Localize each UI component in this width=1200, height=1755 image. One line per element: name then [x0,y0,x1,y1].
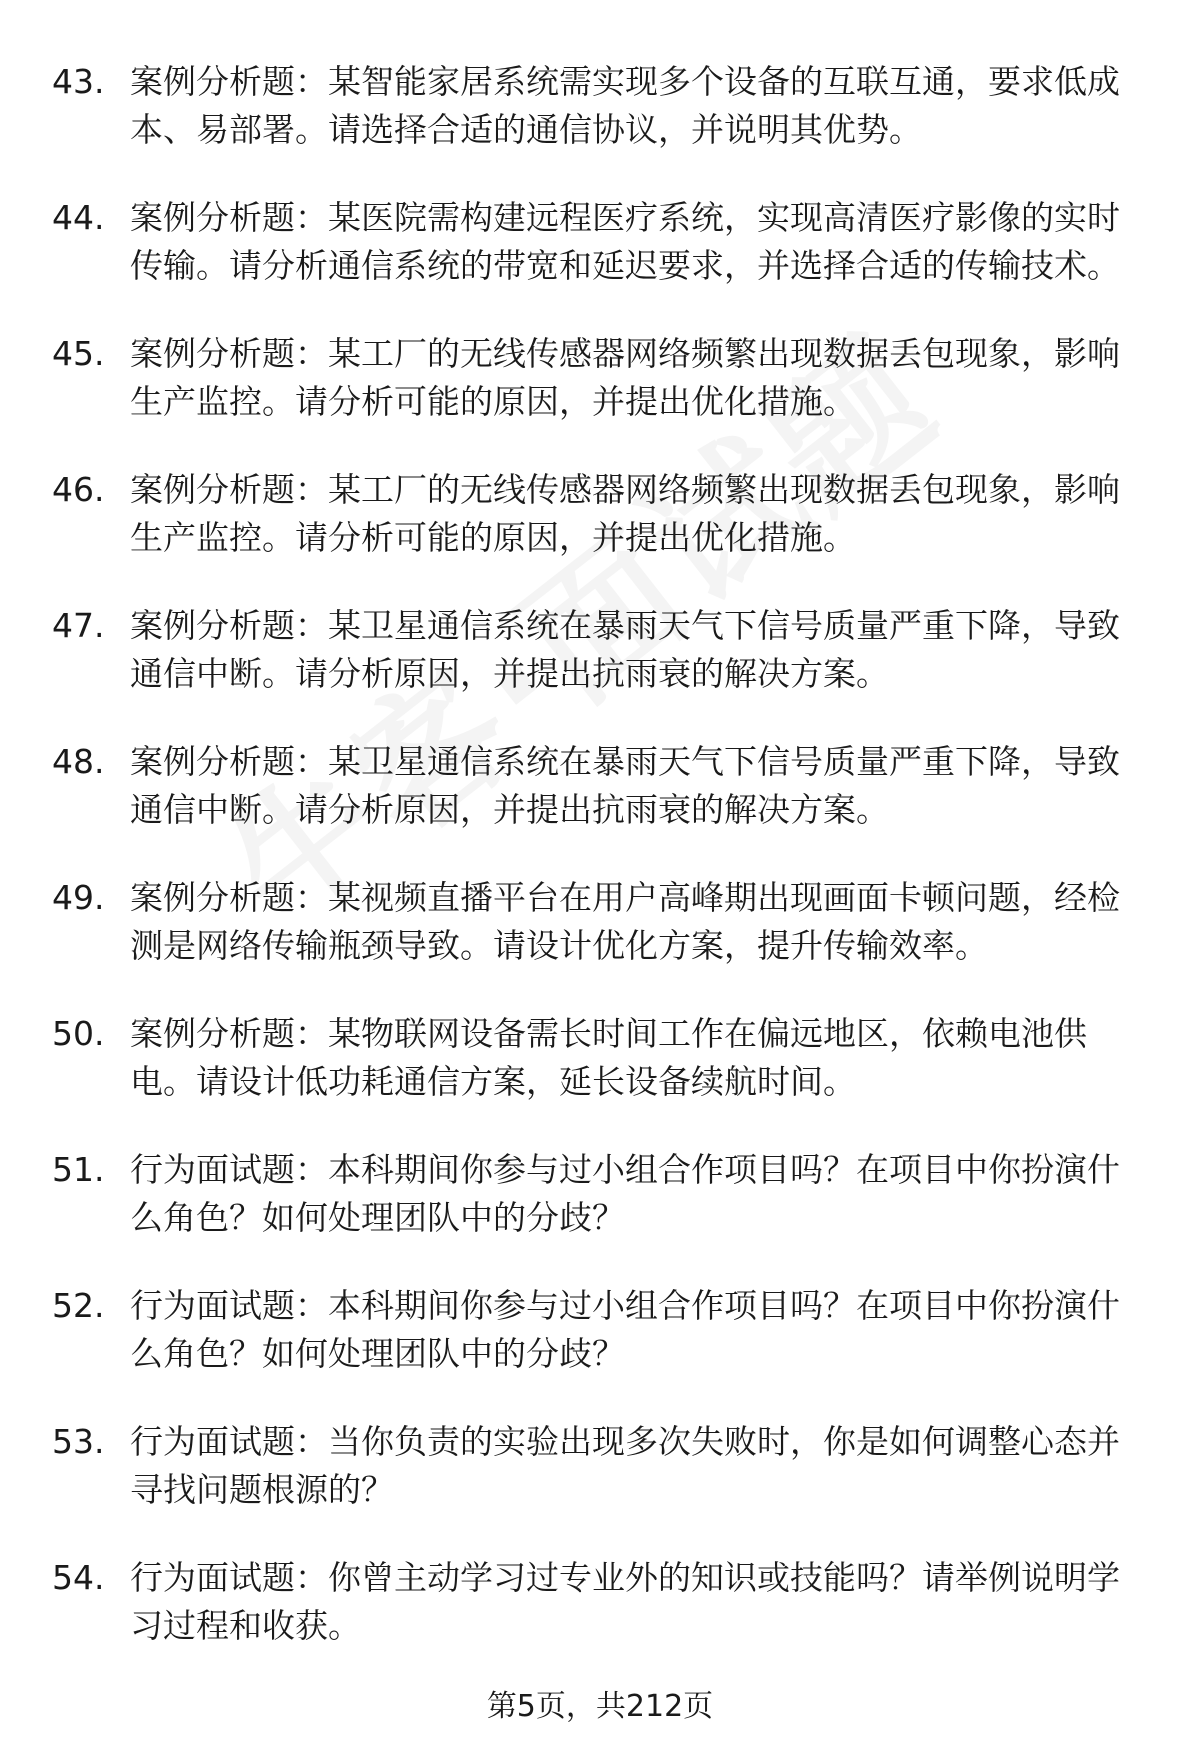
question-text: 案例分析题：某卫星通信系统在暴雨天气下信号质量严重下降，导致通信中断。请分析原因，并提出抗雨衰的解决方案。 [130,742,1120,829]
question-number: 52. [52,1286,105,1325]
question-item [52,194,1152,290]
question-text: 行为面试题：本科期间你参与过小组合作项目吗？在项目中你扮演什么角色？如何处理团队中的分歧？ [130,1150,1120,1237]
question-number: 44. [52,198,105,237]
question-item [52,1282,1152,1378]
question-text: 行为面试题：当你负责的实验出现多次失败时，你是如何调整心态并寻找问题根源的？ [130,1422,1120,1509]
question-number: 47. [52,606,105,645]
question-item [52,1418,1152,1514]
question-text: 案例分析题：某智能家居系统需实现多个设备的互联互通，要求低成本、易部署。请选择合适的通信协议，并说明其优势。 [130,62,1120,149]
question-number: 53. [52,1422,105,1461]
question-item [52,1010,1152,1106]
question-number: 54. [52,1558,105,1597]
question-list [52,58,1152,1690]
question-number: 46. [52,470,105,509]
question-text: 行为面试题：本科期间你参与过小组合作项目吗？在项目中你扮演什么角色？如何处理团队中的分歧？ [130,1286,1120,1373]
question-item [52,602,1152,698]
question-text: 案例分析题：某工厂的无线传感器网络频繁出现数据丢包现象，影响生产监控。请分析可能的原因，并提出优化措施。 [130,470,1120,557]
question-number: 49. [52,878,105,917]
question-item [52,738,1152,834]
question-text: 案例分析题：某工厂的无线传感器网络频繁出现数据丢包现象，影响生产监控。请分析可能的原因，并提出优化措施。 [130,334,1120,421]
question-text: 案例分析题：某物联网设备需长时间工作在偏远地区，依赖电池供电。请设计低功耗通信方案，延长设备续航时间。 [130,1014,1087,1101]
question-text: 行为面试题：你曾主动学习过专业外的知识或技能吗？请举例说明学习过程和收获。 [130,1558,1120,1645]
question-item [52,1146,1152,1242]
question-item [52,874,1152,970]
question-number: 51. [52,1150,105,1189]
question-number: 45. [52,334,105,373]
question-item [52,330,1152,426]
question-number: 48. [52,742,105,781]
question-item [52,466,1152,562]
question-number: 43. [52,62,105,101]
question-item [52,58,1152,154]
page-footer: 第5页，共212页 [486,1689,714,1724]
question-text: 案例分析题：某医院需构建远程医疗系统，实现高清医疗影像的实时传输。请分析通信系统的带宽和延迟要求，并选择合适的传输技术。 [130,198,1120,285]
question-item [52,1554,1152,1650]
question-text: 案例分析题：某视频直播平台在用户高峰期出现画面卡顿问题，经检测是网络传输瓶颈导致。请设计优化方案，提升传输效率。 [130,878,1120,965]
question-text: 案例分析题：某卫星通信系统在暴雨天气下信号质量严重下降，导致通信中断。请分析原因，并提出抗雨衰的解决方案。 [130,606,1120,693]
question-number: 50. [52,1014,105,1053]
